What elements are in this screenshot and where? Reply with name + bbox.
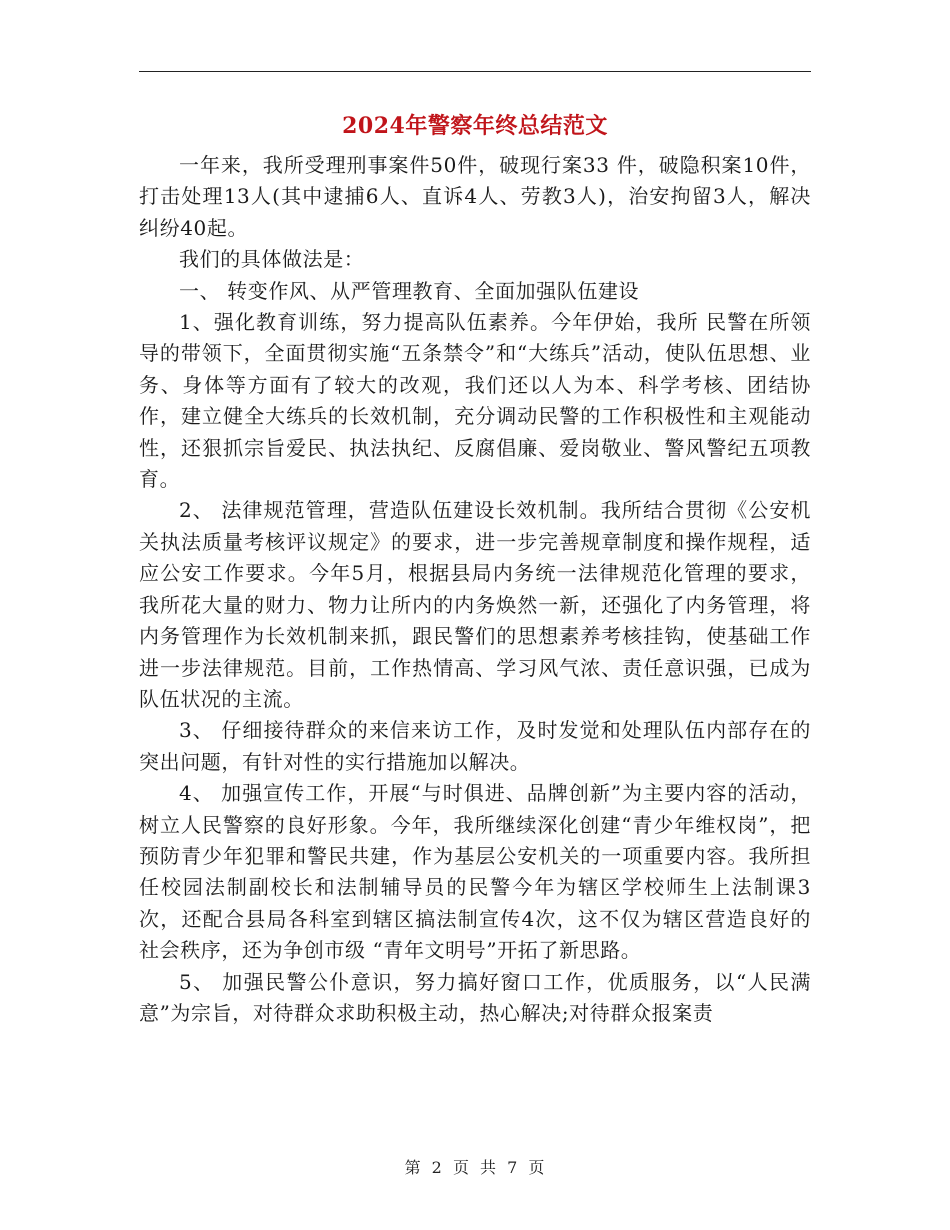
paragraph-item-4: 4、 加强宣传工作，开展“与时俱进、品牌创新”为主要内容的活动，树立人民警察的良好形象。今年，我所继续深化创建“青少年维权岗”，把预防青少年犯罪和警民共建，作为基层公安机关的一项重要内容。我所担任校园法制副校长和法制辅导员的民警今年为辖区学校师生上法制课3次，还配合县局各科室到辖区搞法制宣传4次，这不仅为辖区营造良好的社会秩序，还为争创市级 “青年文明号”开拓了新思路。: [139, 781, 811, 963]
section-heading-1: 一、 转变作风、从严管理教育、全面加强队伍建设: [179, 278, 640, 303]
header-rule: [139, 71, 811, 72]
document-title: 2024年警察年终总结范文: [342, 113, 608, 139]
paragraph-item-3: 3、 仔细接待群众的来信来访工作，及时发觉和处理队伍内部存在的突出问题，有针对性的实行措施加以解决。: [139, 718, 811, 774]
page-number: 第 2 页 共 7 页: [404, 1158, 546, 1177]
paragraph-item-2: 2、 法律规范管理，营造队伍建设长效机制。我所结合贯彻《公安机关执法质量考核评议规定》的要求，进一步完善规章制度和操作规程，适应公安工作要求。今年5月，根据县局内务统一法律规范化管理的要求，我所花大量的财力、物力让所内的内务焕然一新，还强化了内务管理，将内务管理作为长效机制来抓，跟民警们的思想素养考核挂钩，使基础工作进一步法律规范。目前，工作热情高、学习风气浓、责任意识强，已成为队伍状况的主流。: [139, 498, 811, 711]
paragraph-summary: 一年来，我所受理刑事案件50件，破现行案33 件，破隐积案10件，打击处理13人(其中逮捕6人、直诉4人、劳教3人)，治安拘留3人，解决纠纷40起。: [139, 153, 811, 240]
paragraph-item-1: 1、强化教育训练，努力提高队伍素养。今年伊始，我所 民警在所领导的带领下，全面贯彻实施“五条禁令”和“大练兵”活动，使队伍思想、业务、身体等方面有了较大的改观，我们还以人为本、科学考核、团结协作，建立健全大练兵的长效机制，充分调动民警的工作积极性和主观能动性，还狠抓宗旨爱民、执法执纪、反腐倡廉、爱岗敬业、警风警纪五项教育。: [139, 310, 811, 492]
document-body: [139, 150, 811, 1029]
paragraph-methods-intro: 我们的具体做法是：: [179, 247, 365, 272]
paragraph-item-5: 5、 加强民警公仆意识，努力搞好窗口工作，优质服务，以“人民满意”为宗旨，对待群众求助积极主动，热心解决;对待群众报案责: [139, 969, 811, 1025]
